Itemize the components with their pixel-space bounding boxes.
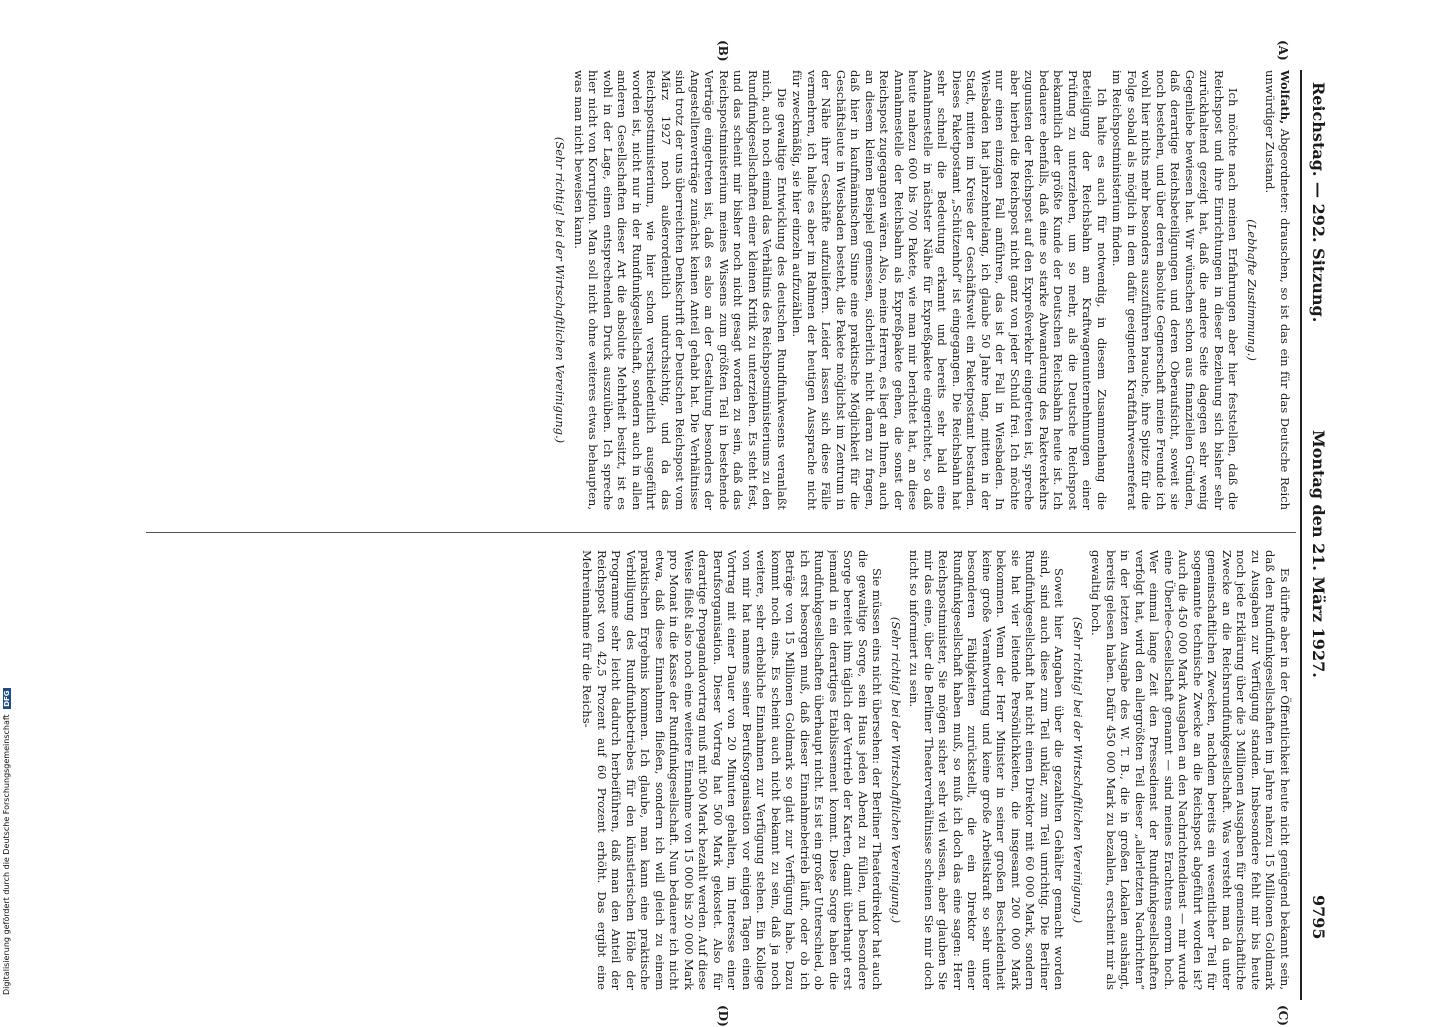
header-date: Montag den 21. März 1927. xyxy=(1309,430,1328,678)
speech-text: drauschen, so ist das ein für das Deutsche Reich unwürdiger Zustand. xyxy=(1263,70,1292,510)
digitization-credit xyxy=(2,688,11,995)
margin-mark-c: (C) xyxy=(1276,1005,1290,1026)
dfg-logo: DFG xyxy=(3,690,11,707)
speaker-role: Abgeordneter: xyxy=(1278,128,1292,214)
interjection: (Sehr richtig! bei der Wirtschaftlichen Vereinigung.) xyxy=(1071,616,1085,924)
interjection: (Lebhafte Zustimmung.) xyxy=(1245,219,1259,361)
margin-mark-d: (D) xyxy=(716,1005,730,1027)
credit-text: Digitalisierung gefördert durch die Deutsche Forschungsgemeinschaft xyxy=(2,714,11,995)
paragraph: Ich möchte nach meinen Erfahrungen aber hier feststellen, daß die Reichspost und ihre Einrichtungen in dieser Beziehung sich bisher sehr zurückhaltend gezeigt hat, daß die andere Seite dagegen sehr wenig Gegenliebe bewiesen hat. Wir wünschen schon aus finanziellen Gründen, daß derartige Reichsbeteiligungen und deren Oberaufsicht, soweit sie noch bestehen, und über deren absolute Gegnerschaft meine Freunde ich wohl hier nichts mehr besonders auszuführen brauche, ihre Spitze für die Folge sobald als möglich in dem dafür geeigneten Kraftfahrwesenreferat im Reichspostministerium finden. xyxy=(1110,70,1241,510)
document-page xyxy=(100,40,1330,1027)
paragraph: Sie müssen eins nicht übersehen: der Berliner Theaterdirektor hat auch die gewaltige Sorge, sein Haus jeden Abend zu füllen, und besondere Sorge bereitet ihm täglich der Vertrieb der Karten, damit überhaupt erst jemand in ein derartiges Etablissement kommt. Diese Sorge haben die Rundfunkgesellschaften überhaupt nicht. Es ist ein großer Unterschied, ob ich erst besorgen muß, daß dieser Einnahmebetrieb läuft, oder ob ich Beträge von 15 Millionen Goldmark so glatt zur Verfügung habe. Dazu kommt noch eins. Es scheint auch nicht bekannt zu sein, daß ja noch weitere, sehr erhebliche Einnahmen zur Verfügung stehen. Ein Kollege von mir hat namens seiner Berufsorganisation vor einigen Tagen einen Vortrag mit einer Dauer von 20 Minuten gehalten, im Interesse einer Berufsorganisation. Dieser Vortrag hat 500 Mark gekostet. Also für derartige Propagandavortrag muß mit 500 Mark bezahlt werden. Auf diese Weise fließt also noch eine weitere Einnahme von 15 000 bis 20 000 Mark pro Monat in die Kasse der Rundfunkgesellschaft. Nun bedauere ich nicht etwa, daß diese Einnahmen fließen, sondern ich will gleich zu einem praktischen Ergebnis kommen. Ich glaube, man kann eine praktische Verbilligung des Rundfunkbetriebes für den künstlerischen Höhe der Programme sehr leicht dadurch herbeiführen, daß man den Anteil der Reichspost von 42,5 Prozent auf 60 Prozent erhöht. Das ergibt eine Mehreinnahme für die Reichs- xyxy=(580,550,885,990)
margin-mark-a: (A) xyxy=(1276,40,1290,61)
running-header xyxy=(1304,70,1330,1000)
page-number: 9795 xyxy=(1309,895,1328,940)
speaker-name: Wolfath, xyxy=(1278,70,1292,125)
paragraph: Die gewaltige Entwicklung des deutschen Rundfunkwesens veranlaßt mich, auch noch einmal das Verhältnis des Reichspostministeriums zu den Rundfunkgesellschaften einer kleinen Kritik zu unterziehen. Es steht fest, und das scheint mir bisher noch nicht gesagt worden zu sein, daß das Reichspostministerium meines Wissens zum größten Teil in bestehende Verträge eingetreten ist, daß es also an der Gestaltung besonders der Angestelltenverträge zunächst keinen Anteil gehabt hat. Die Verhältnisse sind trotz der uns überreichten Denkschrift der Deutschen Reichspost vom März 1927 noch außerordentlich undurchsichtig, und da das Reichspostministerium, wie hier schon verschiedentlich ausgeführt worden ist, nicht nur in der Rundfunkgesellschaft, sondern auch in allen anderen Gesellschaften dieser Art die absolute Mehrheit besitzt, ist es wohl in der Lage, einen entsprechenden Druck auszuüben. Ich spreche hier nicht von Korruption. Man soll nicht ohne weiteres etwas behaupten, was man nicht beweisen kann. xyxy=(572,70,789,510)
interjection: (Sehr richtig! bei der Wirtschaftlichen Vereinigung.) xyxy=(889,616,903,924)
right-column xyxy=(142,550,1292,990)
paragraph: Es dürfte aber in der Öffentlichkeit heute nicht genügend bekannt sein, daß den Rundfunkgesellschaften im Jahre nahezu 15 Millionen Goldmark zu Ausgaben zur Verfügung standen. Insbesondere fehlt mir bis heute noch jede Erklärung über die 3 Millionen Ausgaben für gemeinschaftliche Zwecke an die Reichsrundfunkgesellschaft. Was versteht man da unter gemeinschaftlichen Zwecken, nachdem bereits ein wesentlicher Teil für sogenannte technische Zwecke an die Reichspost abgeführt worden ist? Auch die 450 000 Mark Ausgaben an den Nachrichtendienst — mir wurde eine Überlee-Gesellschaft genannt — sind meines Erachtens enorm hoch. Wer einmal lange Zeit den Pressedienst der Rundfunkgesellschaften verfolgt hat, wird den allergrößten Teil dieser „allerletzten Nachrichten“ in der letzten Ausgabe des W. T. B., die in großen Lokalen aushängt, bereits gelesen haben. Dafür 450 000 Mark zu bezahlen, erscheint mir als gewaltig hoch. xyxy=(1089,550,1292,990)
paragraph: Ich halte es auch für notwendig, in diesem Zusammenhang die Beteiligung der Reichsbahn am Kraftwagenunternehmungen einer Prüfung zu unterziehen, um so mehr, als die Deutsche Reichspost bekanntlich der größte Kunde der Deutschen Reichsbahn heute ist. Ich bedauere ebenfalls, daß eine so starke Abwanderung des Paketverkehrs zugunsten der Reichspost auf den Expreßverkehr eingetreten ist, spreche aber hierbei die Reichspost nicht ganz von jeder Schuld frei. Ich möchte nur einen einzigen Fall anführen, das ist der Fall in Wiesbaden. In Wiesbaden hat jahrzehntelang, ich glaube 50 Jahre lang, mitten in der Stadt, mitten im Kreise der Geschäftswelt ein Paketpostamt bestanden. Dieses Paketpostamt „Schützenhof“ ist eingegangen. Die Reichsbahn hat sehr schnell die Bedeutung erkannt und bereits sehr bald eine Annahmestelle in nächster Nähe für Expreßpakete eingerichtet, so daß heute nahezu 600 bis 700 Pakete, wie man mir berichtet hat, an diese Annahmestelle der Reichsbahn als Expreßpakete gehen, die sonst der Reichspost zugegangen wären. Also, meine Herren, es liegt an Ihnen, auch an diesem kleinen Beispiel gemessen, sicherlich nicht daran zu fragen, daß hier in kaufmännischem Sinne eine praktische Möglichkeit für die Geschäftsleute in Wiesbaden besteht, die Pakete möglichst im Zentrum in der Nähe ihrer Geschäfte aufzuliefern. Leider lassen sich diese Fälle vermehren, ich halte es aber im Rahmen der heutigen Aussprache nicht für zweckmäßig, sie hier einzeln aufzuzählen. xyxy=(790,70,1109,510)
margin-mark-b: (B) xyxy=(716,40,730,62)
interjection: (Sehr richtig! bei der Wirtschaftlichen Vereinigung.) xyxy=(553,136,568,444)
header-left: Reichstag. — 292. Sitzung. xyxy=(1309,82,1328,323)
paragraph: Soweit hier Angaben über die gezahlten Gehälter gemacht worden sind, sind auch diese zum Teil unklar, zum Teil unrichtig. Die Berliner Rundfunkgesellschaft hat nicht einen Direktor mit 60 000 Mark, sondern sie hat vier leitende Persönlichkeiten, die insgesamt 200 000 Mark bekommen. Wenn der Herr Minister in seiner großen Bescheidenheit keine große Verantwortung und keine große Arbeitskraft so sehr unter besonderen Fähigkeiten zurückstellt, die ein Direktor einer Rundfunkgesellschaft haben muß, so muß ich doch das eine sagen: Herr Reichspostminister, Sie mögen sicher sehr viel wissen, aber glauben Sie mir das eine, über die Berliner Theaterverhältnisse scheinen Sie mir doch nicht so informiert zu sein. xyxy=(907,550,1067,990)
left-column xyxy=(142,70,1292,510)
speech-opening xyxy=(1263,70,1292,510)
header-rule xyxy=(1300,70,1302,1000)
column-divider xyxy=(146,532,1296,533)
